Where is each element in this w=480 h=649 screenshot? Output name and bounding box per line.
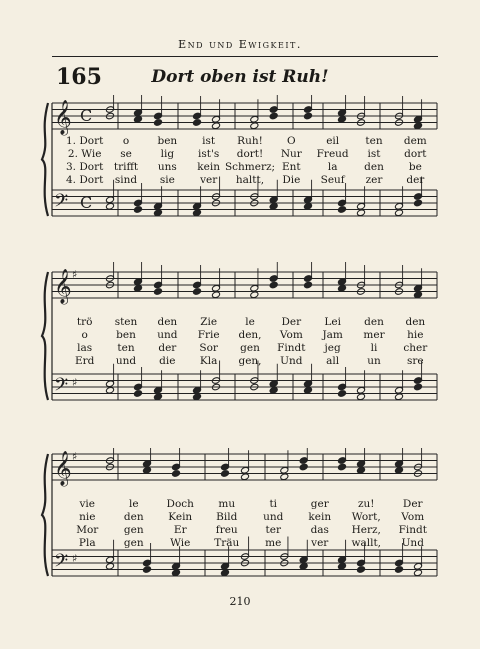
bass-clef-icon: 𝄢 bbox=[54, 191, 69, 216]
note-head bbox=[106, 380, 115, 388]
lyric-syllable: dort! bbox=[236, 148, 264, 160]
note-head bbox=[193, 281, 202, 289]
lyric-syllable: Der bbox=[402, 498, 423, 510]
note-head bbox=[212, 291, 221, 299]
note-head bbox=[134, 115, 143, 123]
note-head bbox=[134, 206, 143, 214]
note-head bbox=[193, 112, 202, 120]
note-head bbox=[143, 566, 152, 574]
lyric-syllable: ist's bbox=[198, 148, 220, 160]
lyric-syllable: 2. Wie bbox=[67, 148, 102, 160]
lyric-syllable: Kla bbox=[199, 355, 218, 367]
note-head bbox=[414, 383, 423, 391]
note-head bbox=[395, 466, 404, 474]
hymn-number: 165 bbox=[56, 64, 102, 90]
lyric-syllable: gen, bbox=[238, 355, 262, 367]
lyric-line bbox=[64, 511, 436, 523]
note-head bbox=[395, 386, 404, 394]
note-head bbox=[134, 278, 143, 286]
lyric-syllable: Sor bbox=[199, 342, 218, 354]
lyric-syllable: Zie bbox=[200, 316, 218, 328]
note-head bbox=[154, 209, 163, 217]
lyric-syllable: se bbox=[120, 148, 132, 160]
note-head bbox=[106, 202, 115, 210]
lyric-syllable: Und bbox=[401, 537, 424, 549]
lyric-syllable: Pla bbox=[78, 537, 96, 549]
lyric-syllable: Schmerz; bbox=[224, 161, 276, 173]
lyric-syllable: ver bbox=[200, 174, 218, 186]
lyric-syllable: den bbox=[364, 316, 384, 328]
lyric-line bbox=[64, 537, 436, 549]
note-head bbox=[241, 473, 250, 481]
page-number: 210 bbox=[229, 595, 251, 608]
lyric-line bbox=[64, 316, 436, 328]
note-head bbox=[241, 466, 250, 474]
sharp-icon: ♯ bbox=[72, 552, 78, 565]
lyric-syllable: 1. Dort bbox=[65, 135, 104, 147]
lyric-syllable: den bbox=[405, 316, 426, 328]
lyric-syllable: Herz, bbox=[351, 524, 381, 536]
lyric-syllable: sten bbox=[114, 316, 138, 328]
common-time-icon: C bbox=[80, 193, 93, 212]
note-head bbox=[154, 112, 163, 120]
note-head bbox=[338, 562, 347, 570]
lyric-syllable: Ruh! bbox=[237, 135, 263, 147]
lyric-syllable: der bbox=[406, 174, 425, 186]
lyric-syllable: ist bbox=[202, 135, 216, 147]
note-head bbox=[221, 470, 230, 478]
note-head bbox=[106, 386, 115, 394]
note-head bbox=[269, 196, 278, 204]
note-head bbox=[304, 380, 313, 388]
note-head bbox=[154, 393, 163, 401]
note-head bbox=[280, 466, 289, 474]
note-head bbox=[304, 386, 313, 394]
lyric-syllable: und bbox=[157, 329, 178, 341]
lyric-syllable: zu! bbox=[357, 498, 375, 510]
music-system-3 bbox=[0, 448, 480, 588]
lyric-syllable: Und bbox=[280, 355, 303, 367]
lyric-syllable: li bbox=[370, 342, 378, 354]
note-head bbox=[269, 202, 278, 210]
lyric-syllable: me bbox=[265, 537, 282, 549]
note-head bbox=[154, 281, 163, 289]
note-head bbox=[221, 569, 230, 577]
note-head bbox=[414, 115, 423, 123]
lyric-syllable: mer bbox=[363, 329, 385, 341]
note-head bbox=[414, 284, 423, 292]
lyric-syllable: und bbox=[263, 511, 284, 523]
note-head bbox=[395, 559, 404, 567]
note-head bbox=[154, 386, 163, 394]
note-head bbox=[395, 202, 404, 210]
lyric-syllable: Nur bbox=[280, 148, 302, 160]
note-head bbox=[106, 556, 115, 564]
lyric-syllable: sie bbox=[159, 174, 175, 186]
note-head bbox=[304, 275, 313, 283]
lyric-syllable: Freud bbox=[316, 148, 349, 160]
lyric-syllable: ben bbox=[157, 135, 178, 147]
lyric-syllable: Wort, bbox=[351, 511, 381, 523]
note-head bbox=[304, 196, 313, 204]
note-head bbox=[269, 380, 278, 388]
note-head bbox=[357, 566, 366, 574]
lyric-syllable: den bbox=[364, 161, 384, 173]
note-head bbox=[154, 119, 163, 127]
note-head bbox=[134, 199, 143, 207]
note-head bbox=[172, 463, 181, 471]
note-head bbox=[154, 202, 163, 210]
lyric-syllable: sre bbox=[407, 355, 424, 367]
note-head bbox=[134, 390, 143, 398]
lyric-syllable: ten bbox=[117, 342, 135, 354]
note-head bbox=[172, 562, 181, 570]
note-head bbox=[304, 106, 313, 114]
hymn-title: Dort oben ist Ruh! bbox=[151, 67, 329, 87]
note-head bbox=[338, 199, 347, 207]
lyric-syllable: 3. Dort bbox=[65, 161, 104, 173]
lyric-syllable: haltt, bbox=[235, 174, 265, 186]
lyric-syllable: wallt, bbox=[351, 537, 382, 549]
brace-icon bbox=[42, 272, 48, 400]
lyric-syllable: zer bbox=[365, 174, 383, 186]
note-head bbox=[338, 109, 347, 117]
note-head bbox=[250, 284, 259, 292]
lyric-syllable: ger bbox=[310, 498, 329, 510]
note-head bbox=[338, 284, 347, 292]
note-head bbox=[134, 284, 143, 292]
note-head bbox=[221, 562, 230, 570]
note-head bbox=[338, 206, 347, 214]
note-head bbox=[338, 457, 347, 465]
lyric-syllable: vie bbox=[79, 498, 96, 510]
note-head bbox=[134, 383, 143, 391]
note-head bbox=[357, 393, 366, 401]
note-head bbox=[193, 393, 202, 401]
note-head bbox=[212, 122, 221, 130]
note-head bbox=[269, 275, 278, 283]
note-head bbox=[338, 390, 347, 398]
lyric-syllable: Erd bbox=[74, 355, 95, 367]
note-head bbox=[299, 556, 308, 564]
note-head bbox=[414, 562, 423, 570]
note-head bbox=[269, 112, 278, 120]
note-head bbox=[357, 202, 366, 210]
lyric-syllable: uns bbox=[157, 161, 177, 173]
treble-clef-icon: 𝄞 bbox=[54, 451, 72, 486]
note-head bbox=[106, 196, 115, 204]
lyric-line bbox=[64, 342, 436, 354]
lyric-syllable: gen bbox=[240, 342, 260, 354]
lyric-line bbox=[64, 329, 436, 341]
note-head bbox=[143, 460, 152, 468]
lyric-syllable: jeg bbox=[324, 342, 341, 354]
note-head bbox=[193, 386, 202, 394]
lyric-syllable: ten bbox=[365, 135, 383, 147]
note-head bbox=[395, 566, 404, 574]
note-head bbox=[143, 466, 152, 474]
note-head bbox=[395, 460, 404, 468]
note-head bbox=[304, 281, 313, 289]
note-head bbox=[414, 291, 423, 299]
lyric-syllable: Er bbox=[173, 524, 187, 536]
note-head bbox=[357, 460, 366, 468]
note-head bbox=[338, 463, 347, 471]
lyric-syllable: kein bbox=[197, 161, 221, 173]
lyric-syllable: kein bbox=[308, 511, 332, 523]
note-head bbox=[299, 463, 308, 471]
lyric-syllable: ver bbox=[311, 537, 329, 549]
lyric-syllable: be bbox=[408, 161, 422, 173]
note-head bbox=[304, 202, 313, 210]
note-head bbox=[414, 569, 423, 577]
lyric-syllable: den bbox=[123, 511, 144, 523]
sharp-icon: ♯ bbox=[72, 376, 78, 389]
note-head bbox=[193, 288, 202, 296]
lyric-syllable: la bbox=[327, 161, 338, 173]
lyric-syllable: all bbox=[326, 355, 340, 367]
music-system-2 bbox=[0, 262, 480, 407]
note-head bbox=[395, 209, 404, 217]
lyric-syllable: mu bbox=[218, 498, 236, 510]
lyric-syllable: O bbox=[287, 135, 296, 147]
note-head bbox=[304, 112, 313, 120]
lyric-line bbox=[64, 161, 436, 173]
note-head bbox=[143, 559, 152, 567]
sharp-icon: ♯ bbox=[72, 268, 78, 281]
note-head bbox=[357, 559, 366, 567]
note-head bbox=[338, 556, 347, 564]
lyric-syllable: das bbox=[310, 524, 329, 536]
lyric-syllable: Träu bbox=[214, 537, 240, 549]
lyric-syllable: den bbox=[157, 316, 178, 328]
running-head: End und Ewigkeit. bbox=[178, 38, 302, 51]
lyric-syllable: Vom bbox=[401, 511, 425, 523]
lyric-syllable: trö bbox=[76, 316, 93, 328]
note-head bbox=[250, 291, 259, 299]
lyric-syllable: Die bbox=[282, 174, 301, 186]
lyric-syllable: Wie bbox=[170, 537, 191, 549]
lyric-line bbox=[64, 174, 436, 186]
note-head bbox=[154, 288, 163, 296]
music-system-1 bbox=[0, 95, 480, 230]
lyric-syllable: Der bbox=[281, 316, 302, 328]
note-head bbox=[269, 281, 278, 289]
note-head bbox=[250, 115, 259, 123]
note-head bbox=[269, 386, 278, 394]
lyric-syllable: die bbox=[159, 355, 176, 367]
lyric-syllable: cher bbox=[403, 342, 428, 354]
lyric-syllable: freu bbox=[215, 524, 238, 536]
lyric-line bbox=[64, 498, 436, 510]
lyric-syllable: o bbox=[81, 329, 88, 341]
lyric-syllable: le bbox=[245, 316, 255, 328]
note-head bbox=[414, 193, 423, 201]
note-head bbox=[193, 209, 202, 217]
header-rule bbox=[52, 56, 438, 57]
lyric-syllable: las bbox=[77, 342, 93, 354]
note-head bbox=[193, 119, 202, 127]
note-head bbox=[221, 463, 230, 471]
note-head bbox=[338, 278, 347, 286]
lyric-syllable: eil bbox=[326, 135, 340, 147]
lyric-syllable: le bbox=[128, 498, 139, 510]
lyric-syllable: ter bbox=[265, 524, 281, 536]
bass-clef-icon: 𝄢 bbox=[54, 375, 69, 400]
bass-clef-icon: 𝄢 bbox=[54, 551, 69, 576]
note-head bbox=[414, 122, 423, 130]
note-head bbox=[357, 209, 366, 217]
note-head bbox=[106, 562, 115, 570]
brace-icon bbox=[42, 103, 48, 216]
brace-icon bbox=[42, 454, 48, 576]
note-head bbox=[193, 202, 202, 210]
note-head bbox=[357, 386, 366, 394]
lyric-syllable: dort bbox=[404, 148, 427, 160]
lyric-syllable: sind bbox=[114, 174, 138, 186]
lyric-syllable: un bbox=[367, 355, 381, 367]
treble-clef-icon: 𝄞 bbox=[54, 100, 72, 135]
lyric-syllable: Jam bbox=[322, 329, 343, 341]
note-head bbox=[280, 473, 289, 481]
sharp-icon: ♯ bbox=[72, 450, 78, 463]
lyric-syllable: Kein bbox=[168, 511, 193, 523]
lyric-syllable: Doch bbox=[166, 498, 194, 510]
lyric-syllable: 4. Dort bbox=[65, 174, 104, 186]
lyric-syllable: ti bbox=[269, 498, 278, 510]
lyric-syllable: trifft bbox=[113, 161, 139, 173]
note-head bbox=[172, 569, 181, 577]
lyric-line bbox=[64, 524, 436, 536]
note-head bbox=[269, 106, 278, 114]
common-time-icon: C bbox=[80, 106, 93, 125]
lyric-syllable: gen bbox=[123, 537, 144, 549]
lyric-syllable: lig bbox=[160, 148, 175, 160]
lyric-syllable: ben bbox=[116, 329, 136, 341]
note-head bbox=[357, 466, 366, 474]
lyric-syllable: dem bbox=[403, 135, 427, 147]
lyric-syllable: der bbox=[158, 342, 177, 354]
lyric-line bbox=[64, 148, 436, 160]
lyric-syllable: nie bbox=[79, 511, 96, 523]
note-head bbox=[338, 115, 347, 123]
note-head bbox=[134, 109, 143, 117]
note-head bbox=[212, 115, 221, 123]
lyric-syllable: Ent bbox=[282, 161, 301, 173]
lyric-syllable: o bbox=[122, 135, 130, 147]
lyric-syllable: Findt bbox=[277, 342, 306, 354]
lyric-syllable: Seuf bbox=[320, 174, 345, 186]
lyric-line bbox=[64, 135, 436, 147]
note-head bbox=[414, 199, 423, 207]
lyric-syllable: Lei bbox=[324, 316, 341, 328]
note-head bbox=[395, 393, 404, 401]
note-head bbox=[299, 457, 308, 465]
lyric-syllable: und bbox=[115, 355, 137, 367]
lyric-syllable: gen bbox=[123, 524, 144, 536]
lyric-syllable: ist bbox=[367, 148, 381, 160]
note-head bbox=[250, 122, 259, 130]
lyric-syllable: Bild bbox=[216, 511, 238, 523]
note-head bbox=[414, 377, 423, 385]
lyric-syllable: Vom bbox=[279, 329, 303, 341]
lyric-syllable: Mor bbox=[76, 524, 99, 536]
lyric-syllable: Frie bbox=[197, 329, 220, 341]
note-head bbox=[299, 562, 308, 570]
lyric-syllable: den, bbox=[238, 329, 262, 341]
note-head bbox=[338, 383, 347, 391]
treble-clef-icon: 𝄞 bbox=[54, 269, 72, 304]
lyric-syllable: hie bbox=[407, 329, 424, 341]
note-head bbox=[212, 284, 221, 292]
lyric-line bbox=[64, 355, 436, 367]
note-head bbox=[172, 470, 181, 478]
lyric-syllable: Findt bbox=[398, 524, 427, 536]
